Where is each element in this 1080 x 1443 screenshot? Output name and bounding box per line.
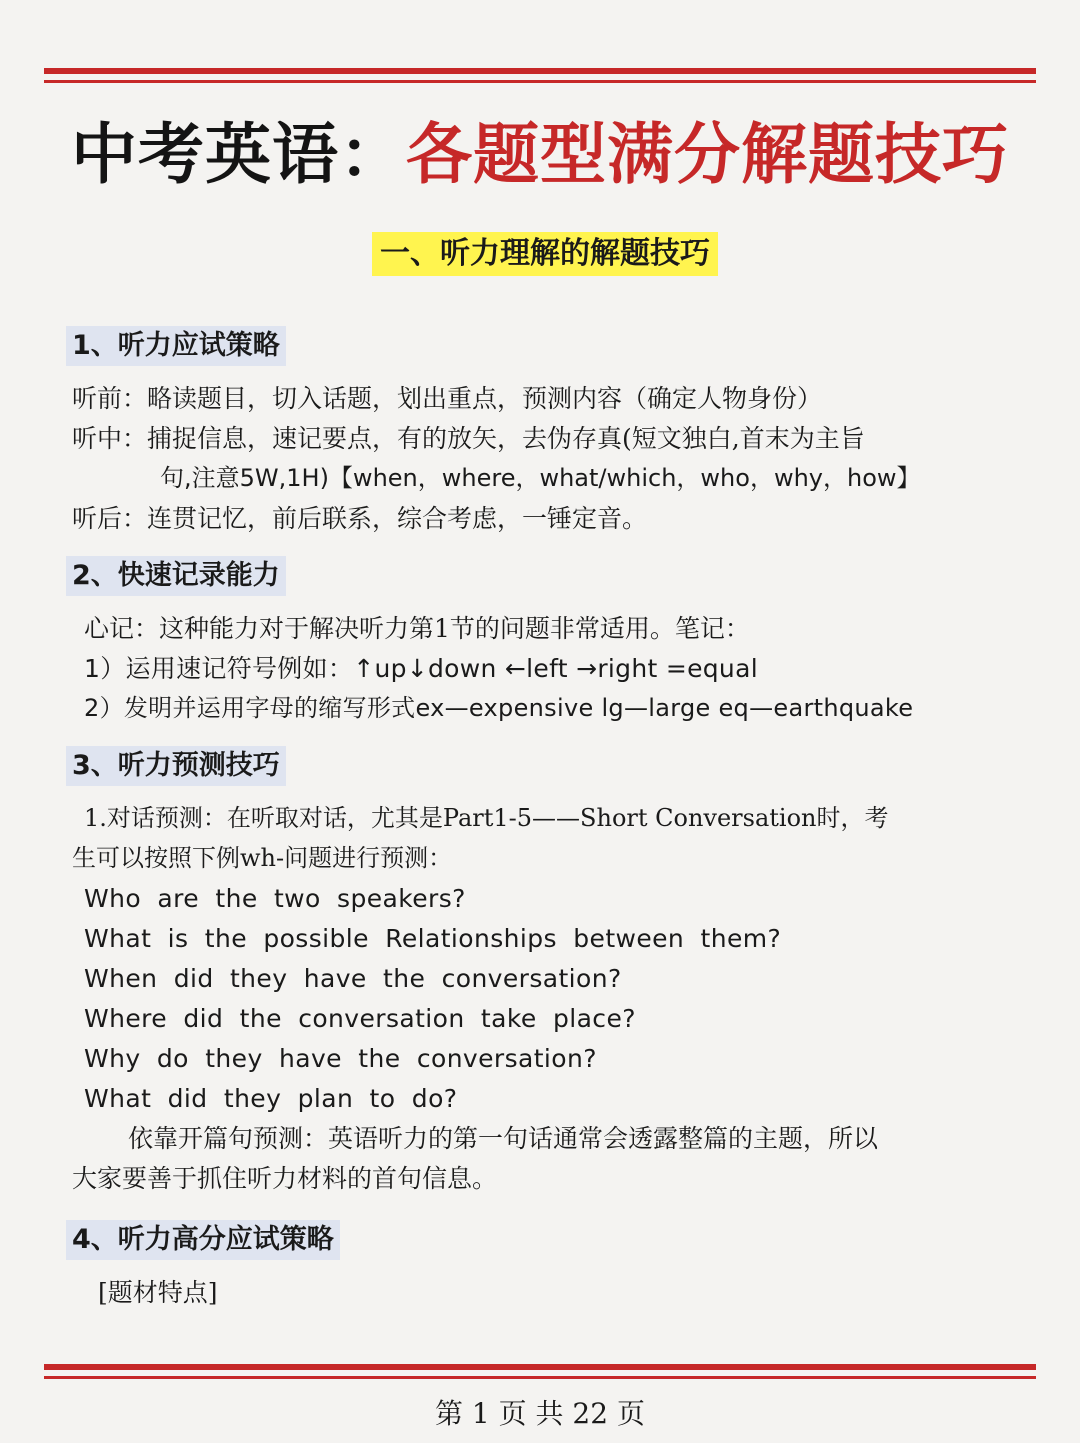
while-listening-text-cont: 句,注意5W,1H)【when，where，what/which，who，why，how】 xyxy=(160,464,921,492)
subheading-prediction: 3、听力预测技巧 xyxy=(66,746,286,786)
question-why: Why do they have the conversation? xyxy=(84,1044,597,1073)
mental-notes-text: 心记：这种能力对于解决听力第1节的问题非常适用。笔记： xyxy=(84,614,750,643)
subheading-fast-notes: 2、快速记录能力 xyxy=(66,556,286,596)
opening-sentence-prediction-text: 依靠开篇句预测：英语听力的第一句话通常会透露整篇的主题，所以 xyxy=(128,1124,879,1153)
shorthand-symbols-text: 1）运用速记符号例如：↑up↓down ←left →right =equal xyxy=(84,654,758,683)
before-listening-text: 听前：略读题目，切入话题，划出重点，预测内容（确定人物身份） xyxy=(72,384,823,413)
title-highlight: 各题型满分解题技巧 xyxy=(406,115,1009,193)
title-prefix: 中考英语： xyxy=(71,115,406,193)
question-who: Who are the two speakers? xyxy=(84,884,466,913)
bottom-double-rule xyxy=(44,1364,1036,1379)
opening-sentence-prediction-text-cont: 大家要善于抓住听力材料的首句信息。 xyxy=(72,1164,498,1193)
question-what-relationship: What is the possible Relationships between them? xyxy=(84,924,782,953)
subheading-listening-strategy: 1、听力应试策略 xyxy=(66,326,286,366)
dialogue-prediction-text-cont: 生可以按照下例wh-问题进行预测： xyxy=(72,844,453,872)
subheading-high-score-strategy: 4、听力高分应试策略 xyxy=(66,1220,340,1260)
section-heading: 一、听力理解的解题技巧 xyxy=(372,232,718,276)
question-where: Where did the conversation take place? xyxy=(84,1004,636,1033)
top-double-rule xyxy=(44,68,1036,83)
after-listening-text: 听后：连贯记忆，前后联系，综合考虑，一锤定音。 xyxy=(72,504,648,533)
question-what-plan: What did they plan to do? xyxy=(84,1084,458,1113)
topic-features-label: [题材特点] xyxy=(98,1278,218,1307)
dialogue-prediction-text: 1.对话预测：在听取对话，尤其是Part1-5——Short Conversation时，考 xyxy=(84,804,889,832)
page-title xyxy=(0,115,1080,193)
abbreviation-text: 2）发明并运用字母的缩写形式ex—expensive lg—large eq—earthquake xyxy=(84,694,914,722)
while-listening-text: 听中：捕捉信息，速记要点，有的放矢，去伪存真(短文独白,首末为主旨 xyxy=(72,424,865,453)
page-number: 第 1 页 共 22 页 xyxy=(435,1397,645,1430)
question-when: When did they have the conversation? xyxy=(84,964,622,993)
